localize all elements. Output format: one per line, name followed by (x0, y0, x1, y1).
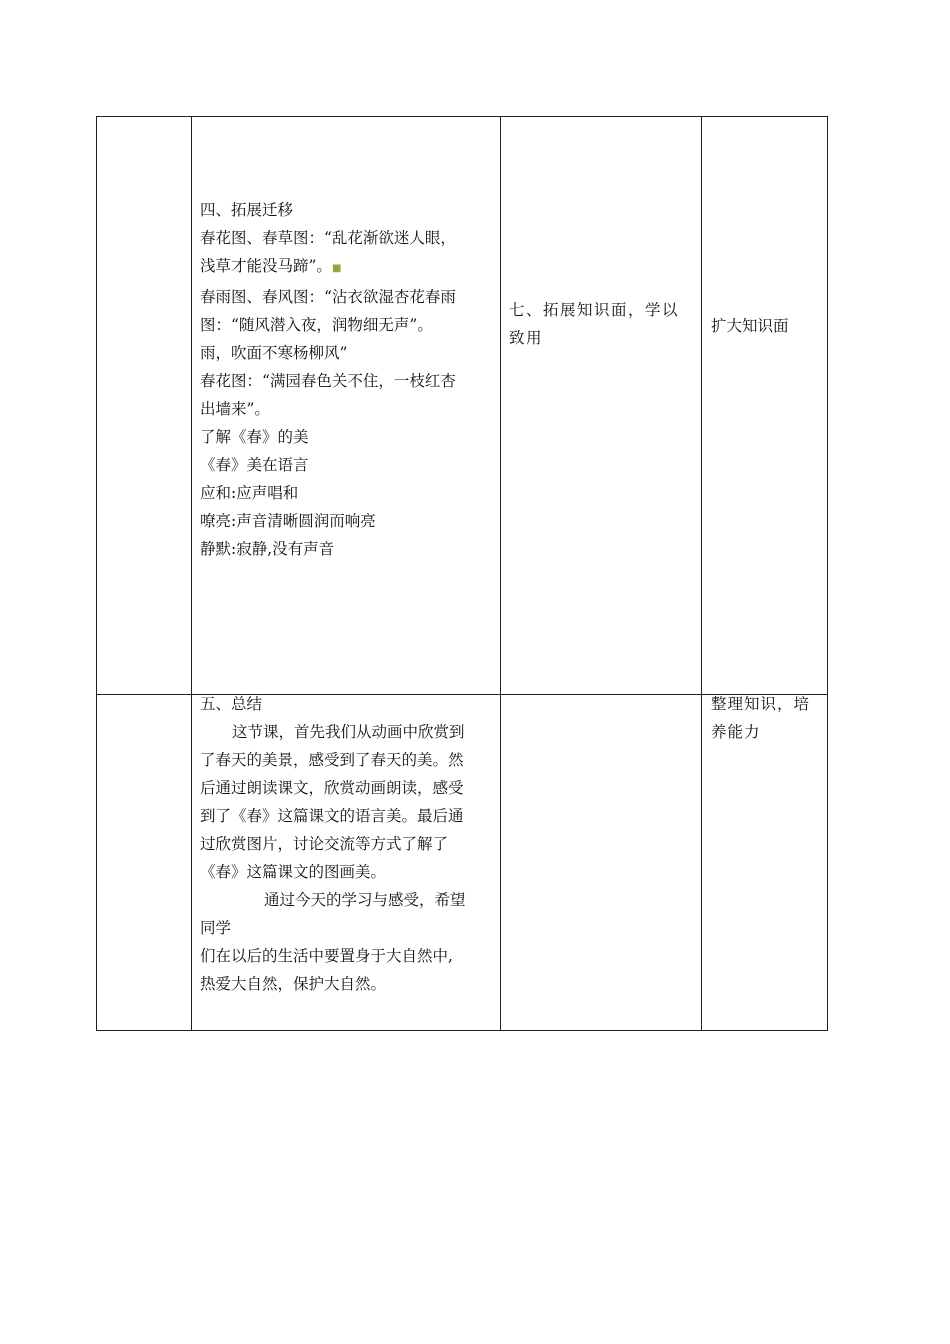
content-line: 了解《春》的美 (200, 428, 309, 446)
table-border-bottom (96, 1030, 828, 1031)
content-heading: 五、总结 (200, 695, 263, 713)
row2-purpose-cell (711, 690, 810, 746)
purpose-line: 扩大知识面 (711, 317, 789, 335)
column-divider-2 (500, 116, 501, 1031)
column-divider-1 (191, 116, 192, 1031)
content-line: 通过今天的学习与感受，希望 (264, 891, 466, 909)
content-line: 图：“随风潜入夜，润物细无声”。 (200, 316, 433, 334)
content-line: 嘹亮:声音清晰圆润而响亮 (200, 512, 376, 530)
content-line: 后通过朗读课文，欣赏动画朗读，感受 (200, 779, 464, 797)
content-line: 春花图：“满园春色关不住，一枝红杏 (200, 372, 456, 390)
content-line: 同学 (200, 919, 232, 937)
content-line: 们在以后的生活中要置身于大自然中, (200, 947, 453, 965)
content-line: 春花图、春草图：“乱花渐欲迷人眼， (200, 229, 456, 247)
content-line: 热爱大自然，保护大自然。 (200, 975, 387, 993)
content-line: 应和:应声唱和 (200, 484, 299, 502)
content-line: 《春》这篇课文的图画美。 (200, 863, 387, 881)
content-heading: 四、拓展迁移 (200, 201, 294, 219)
purpose-line: 整理知识，培 (711, 695, 811, 713)
content-line: 了春天的美景，感受到了春天的美。然 (200, 751, 464, 769)
row1-activity-cell (509, 296, 679, 352)
content-line: 春雨图、春风图：“沾衣欲湿杏花春雨 (200, 288, 456, 306)
content-line: 到了《春》这篇课文的语言美。最后通 (200, 807, 464, 825)
table-border-right (827, 116, 828, 1031)
activity-line: 致用 (509, 329, 544, 347)
content-line: 这节课，首先我们从动画中欣赏到 (232, 723, 465, 741)
purpose-line: 养能力 (711, 723, 761, 741)
row1-purpose-cell (711, 312, 789, 340)
content-line: 过欣赏图片，讨论交流等方式了解了 (200, 835, 449, 853)
lesson-plan-table (96, 116, 828, 1031)
row1-content-cell (200, 196, 456, 563)
activity-line: 七、拓展知识面，学以 (509, 301, 680, 319)
content-line: 雨，吹面不寒杨柳风” (200, 344, 348, 362)
content-line: 出墙来”。 (200, 400, 270, 418)
content-line: 《春》美在语言 (200, 456, 309, 474)
row2-content-cell (200, 690, 466, 998)
table-border-left (96, 116, 97, 1031)
column-divider-3 (701, 116, 702, 1031)
table-border-top (96, 116, 828, 117)
content-line: 静默:寂静,没有声音 (200, 540, 335, 558)
content-line: 浅草才能没马蹄”。■ (200, 257, 342, 275)
